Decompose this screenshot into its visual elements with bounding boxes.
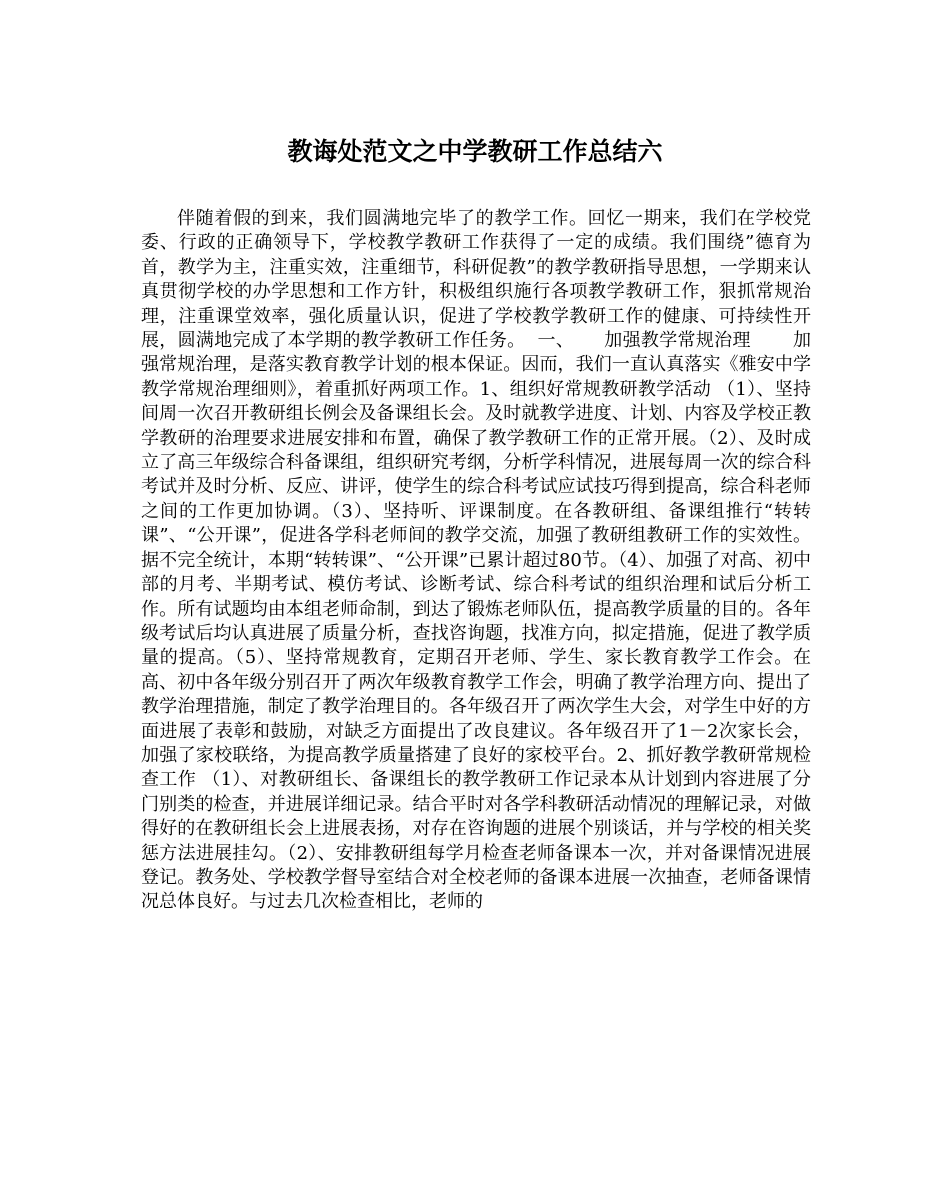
document-body-paragraph: 伴随着假的到来，我们圆满地完毕了的教学工作。回忆一期来，我们在学校党委、行政的正确领导下，学校教学教研工作获得了一定的成绩。我们围绕”德育为首，教学为主，注重实效，注重细节，科研促教”的教学教研指导思想，一学期来认真贯彻学校的办学思想和工作方针，积极组织施行各项教学教研工作，狠抓常规治理，注重课堂效率，强化质量认识，促进了学校教学教研工作的健康、可持续性开展，圆满地完成了本学期的教学教研工作任务。 一、 加强教学常规治理 加强常规治理，是落实教育教学计划的根本保证。因而，我们一直认真落实《雅安中学教学常规治理细则》，着重抓好两项工作。1、组织好常规教研教学活动 （1）、坚持间周一次召开教研组长例会及备课组长会。及时就教学进度、计划、内容及学校正教学教研的治理要求进展安排和布置，确保了教学教研工作的正常开展。（2）、及时成立了高三年级综合科备课组，组织研究考纲，分析学科情况，进展每周一次的综合科考试并及时分析、反应、讲评，使学生的综合科考试应试技巧得到提高，综合科老师之间的工作更加协调。（3）、坚持听、评课制度。在各教研组、备课组推行“转转课”、“公开课”，促进各学科老师间的教学交流，加强了教研组教研工作的实效性。据不完全统计，本期“转转课”、“公开课”已累计超过80节。（4）、加强了对高、初中部的月考、半期考试、模仿考试、诊断考试、综合科考试的组织治理和试后分析工作。所有试题均由本组老师命制，到达了锻炼老师队伍，提高教学质量的目的。各年级考试后均认真进展了质量分析，查找咨询题，找准方向，拟定措施，促进了教学质量的提高。（5）、坚持常规教育，定期召开老师、学生、家长教育教学工作会。在高、初中各年级分别召开了两次年级教育教学工作会，明确了教学治理方向、提出了教学治理措施，制定了教学治理目的。各年级召开了两次学生大会，对学生中好的方面进展了表彰和鼓励，对缺乏方面提出了改良建议。各年级召开了1－2次家长会，加强了家校联络，为提高教学质量搭建了良好的家校平台。2、抓好教学教研常规检查工作 （1）、对教研组长、备课组长的教学教研工作记录本从计划到内容进展了分门别类的检查，并进展详细记录。结合平时对各学科教研活动情况的理解记录，对做得好的在教研组长会上进展表扬，对存在咨询题的进展个别谈话，并与学校的相关奖惩方法进展挂勾。（2）、安排教研组每学月检查老师备课本一次，并对备课情况进展登记。教务处、学校教学督导室结合对全校老师的备课本进展一次抽查，老师备课情况总体良好。与过去几次检查相比，老师的 <box>141 208 811 913</box>
document-title: 教诲处范文之中学教研工作总结六 <box>287 137 663 166</box>
